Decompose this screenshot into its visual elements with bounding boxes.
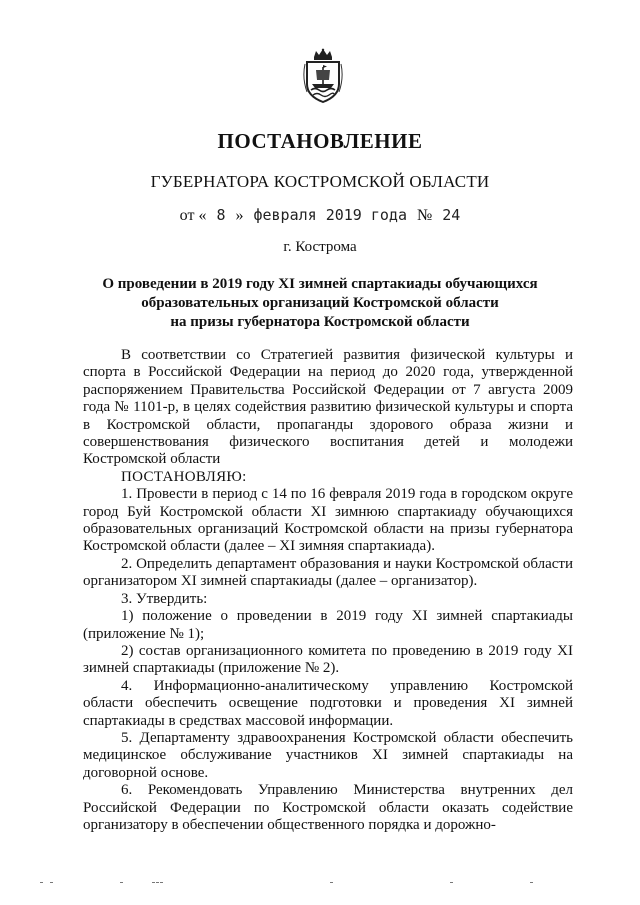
issuing-authority: ГУБЕРНАТОРА КОСТРОМСКОЙ ОБЛАСТИ [150, 172, 490, 191]
preamble-paragraph: В соответствии со Стратегией развития физической культуры и спорта в Российской Федерации на период до 2020 года, утвержденной распоряжением Правительства Российской Федерации от 7 августа 2009 года № 1101-р, в целях содействия развитию физической культуры и спорта в Костромской области, пропаганды здорового образа жизни и совершенствования физического воспитания детей и молодежи Костромской области [83, 347, 573, 468]
date-prefix: от « [179, 207, 207, 224]
item-paragraph: 1. Провести в период с 14 по 16 февраля 2019 года в городском округе город Буй Костромской области XI зимнюю спартакиаду обучающихся образовательных организаций Костромской области на призы губернатора Костромской области (далее – XI зимняя спартакиада). [83, 486, 573, 555]
number-sign: № [417, 207, 433, 224]
subject-line: О проведении в 2019 году XI зимней спартакиады обучающихся [102, 276, 538, 292]
item-paragraph: 3. Утвердить: [121, 590, 208, 607]
item-paragraph: 6. Рекомендовать Управлению Министерства внутренних дел Российской Федерации по Костромской области оказать содействие организатору в обеспечении общественного порядка и дорожно- [83, 782, 573, 833]
coat-of-arms-icon [302, 48, 344, 104]
item-paragraph: 1) положение о проведении в 2019 году XI зимней спартакиады (приложение № 1); [83, 608, 573, 642]
document-body [83, 347, 573, 834]
date-month-year: февраля 2019 года [253, 206, 407, 224]
document-number: 24 [442, 206, 461, 224]
scan-footer-marks [30, 882, 590, 890]
item-paragraph: 5. Департаменту здравоохранения Костромской области обеспечить медицинское обслуживание участников XI зимней спартакиады на договорной основе. [83, 729, 573, 781]
document-title: ПОСТАНОВЛЕНИЕ [217, 129, 423, 153]
date-line [0, 206, 640, 225]
document-subject [100, 275, 540, 332]
date-day: 8 [216, 206, 226, 224]
subject-line: на призы губернатора Костромской области [170, 314, 470, 330]
subject-line: образовательных организаций Костромской области [141, 295, 499, 311]
city: г. Кострома [283, 239, 357, 255]
decree-word: ПОСТАНОВЛЯЮ: [121, 468, 247, 485]
item-paragraph: 2. Определить департамент образования и науки Костромской области организатором XI зимней спартакиады (далее – организатор). [83, 555, 573, 590]
item-paragraph: 4. Информационно-аналитическому управлению Костромской области обеспечить освещение подготовки и проведения XI зимней спартакиады в средствах массовой информации. [83, 677, 573, 729]
item-paragraph: 2) состав организационного комитета по проведению в 2019 году XI зимней спартакиады (приложение № 2). [83, 642, 573, 677]
date-mid: » [235, 207, 244, 224]
